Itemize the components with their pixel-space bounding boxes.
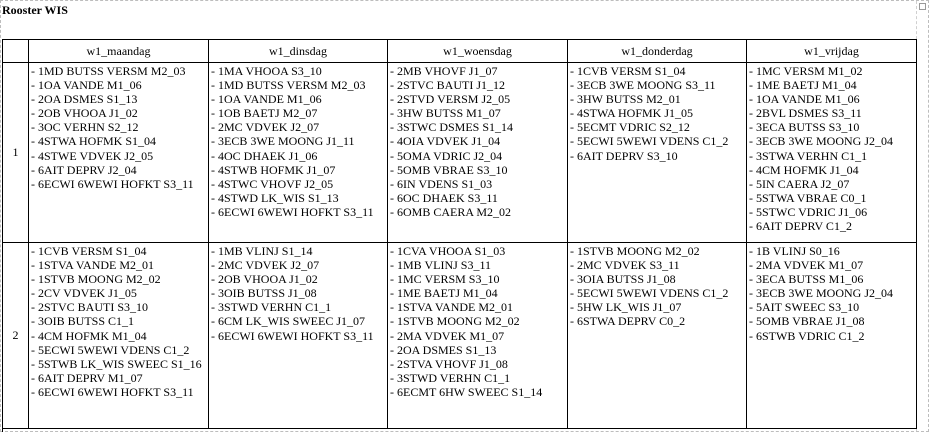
schedule-entry: - 5ECWI 5WEWI VDENS C1_2 <box>570 286 729 301</box>
table-row <box>3 243 917 429</box>
schedule-entry: - 3ECB 3WE MOONG J2_04 <box>749 134 893 149</box>
schedule-entry: - 1STVA VANDE M2_01 <box>390 300 514 315</box>
schedule-entry: - 2OB VHOOA J1_02 <box>211 272 318 287</box>
schedule-entry: - 1MD BUTSS VERSM M2_03 <box>211 78 366 93</box>
schedule-entry: - 2MC VDVEK J2_07 <box>211 258 320 273</box>
schedule-entry: - 1CVB VERSM S1_04 <box>570 64 686 78</box>
schedule-entry: - 3HW BUTSS M1_07 <box>390 106 501 121</box>
schedule-entry: - 2MC VDVEK J2_07 <box>211 120 320 135</box>
schedule-entry: - 2STVC BAUTI S3_10 <box>31 300 149 315</box>
row-label: 2 <box>3 243 29 429</box>
schedule-entry: - 1STVB MOONG M2_02 <box>390 314 520 329</box>
schedule-entry: - 6STWA DEPRV C0_2 <box>570 314 686 329</box>
row-label: 1 <box>3 63 29 243</box>
schedule-entry: - 4STWA HOFMK J1_05 <box>570 106 694 121</box>
schedule-entry: - 2STVC BAUTI J1_12 <box>390 78 506 93</box>
schedule-entry: - 2MB VHOVF J1_07 <box>390 64 498 78</box>
schedule-entry: - 3ECA BUTSS M1_06 <box>749 272 864 287</box>
schedule-entry: - 1OA VANDE M1_06 <box>31 78 142 93</box>
timetable <box>2 39 917 429</box>
header-day: w1_woensdag <box>388 40 568 63</box>
schedule-cell <box>747 243 917 429</box>
schedule-entry: - 1MA VHOOA S3_10 <box>211 64 322 78</box>
schedule-entry: - 2STVD VERSM J2_05 <box>390 92 511 107</box>
schedule-entry: - 1CVB VERSM S1_04 <box>31 244 147 258</box>
schedule-cell <box>388 243 568 429</box>
schedule-entry: - 3OIB BUTSS C1_1 <box>31 314 135 329</box>
schedule-entry: - 2MA VDVEK M1_07 <box>749 258 864 273</box>
header-day: w1_donderdag <box>568 40 747 63</box>
vertical-scrollbar[interactable] <box>916 1 929 431</box>
schedule-entry: - 1ME BAETJ M1_04 <box>749 78 857 93</box>
schedule-cell <box>209 243 388 429</box>
schedule-entry: - 6AIT DEPRV J2_04 <box>31 162 137 177</box>
schedule-entry: - 5IN CAERA J2_07 <box>749 176 850 191</box>
schedule-entry: - 1MB VLINJ S1_14 <box>211 244 313 258</box>
schedule-entry: - 1MB VLINJ S3_11 <box>390 258 492 273</box>
schedule-entry: - 3HW BUTSS M2_01 <box>570 92 681 107</box>
schedule-entry: - 1STVB MOONG M2_02 <box>570 244 700 258</box>
schedule-entry: - 1OA VANDE M1_06 <box>211 92 322 107</box>
schedule-cell <box>568 63 747 243</box>
schedule-entry: - 4STWA HOFMK S1_04 <box>31 134 157 149</box>
schedule-entry: - 3STWD VERHN C1_1 <box>211 300 332 315</box>
schedule-cell <box>568 243 747 429</box>
schedule-entry: - 1ME BAETJ M1_04 <box>390 286 498 301</box>
schedule-entry: - 3ECB 3WE MOONG J1_11 <box>211 134 355 149</box>
schedule-entry: - 6ECWI 6WEWI HOFKT S3_11 <box>211 204 374 219</box>
schedule-entry: - 3STWC DSMES S1_14 <box>390 120 514 135</box>
header-corner <box>3 40 29 63</box>
schedule-entry: - 6ECWI 6WEWI HOFKT S3_11 <box>31 384 194 399</box>
schedule-entry: - 3ECA BUTSS S3_10 <box>749 120 860 135</box>
scroll-corner-box <box>919 3 926 10</box>
schedule-entry: - 2MA VDVEK M1_07 <box>390 328 505 343</box>
schedule-entry: - 1STVA VANDE M2_01 <box>31 258 155 273</box>
schedule-entry: - 6STWB VDRIC C1_2 <box>749 328 865 343</box>
schedule-entry: - 2BVL DSMES S3_11 <box>749 106 862 121</box>
report-title: Rooster WIS <box>2 3 68 17</box>
schedule-cell <box>29 243 209 429</box>
schedule-entry: - 1STVB MOONG M2_02 <box>31 272 161 287</box>
schedule-entry: - 2OB VHOOA J1_02 <box>31 106 138 121</box>
header-day: w1_vrijdag <box>747 40 917 63</box>
schedule-entry: - 6AIT DEPRV M1_07 <box>31 370 143 385</box>
schedule-entry: - 5OMB VBRAE S3_10 <box>390 162 508 177</box>
schedule-cell <box>388 63 568 243</box>
schedule-entry: - 2MC VDVEK S3_11 <box>570 258 680 273</box>
schedule-entry: - 5STWB LK_WIS SWEEC S1_16 <box>31 356 202 371</box>
schedule-cell <box>209 63 388 243</box>
schedule-entry: - 5ECWI 5WEWI VDENS C1_2 <box>31 342 190 357</box>
schedule-entry: - 3OIA BUTSS J1_08 <box>570 272 676 287</box>
schedule-entry: - 4STWC VHOVF J2_05 <box>211 176 334 191</box>
schedule-entry: - 3OIB BUTSS J1_08 <box>211 286 317 301</box>
schedule-entry: - 4STWD LK_WIS S1_13 <box>211 190 339 205</box>
schedule-entry: - 1B VLINJ S0_16 <box>749 244 840 258</box>
header-day: w1_maandag <box>29 40 209 63</box>
schedule-entry: - 6AIT DEPRV S3_10 <box>570 148 678 163</box>
schedule-entry: - 4OIA VDVEK J1_04 <box>390 134 501 149</box>
schedule-entry: - 3STWD VERHN C1_1 <box>390 370 511 385</box>
schedule-entry: - 3ECB 3WE MOONG S3_11 <box>570 78 716 93</box>
schedule-entry: - 6IN VDENS S1_03 <box>390 176 493 191</box>
schedule-entry: - 1OA VANDE M1_06 <box>749 92 860 107</box>
schedule-entry: - 6ECWI 6WEWI HOFKT S3_11 <box>211 328 374 343</box>
schedule-entry: - 6OMB CAERA M2_02 <box>390 204 512 219</box>
header-row <box>3 40 917 63</box>
schedule-entry: - 4CM HOFMK M1_04 <box>31 328 147 343</box>
schedule-entry: - 2OA DSMES S1_13 <box>390 342 497 357</box>
header-day: w1_dinsdag <box>209 40 388 63</box>
schedule-entry: - 4STWE VDVEK J2_05 <box>31 148 154 163</box>
table-row <box>3 63 917 243</box>
schedule-entry: - 6AIT DEPRV C1_2 <box>749 219 852 234</box>
schedule-entry: - 4OC DHAEK J1_06 <box>211 148 318 163</box>
schedule-entry: - 5OMA VDRIC J2_04 <box>390 148 503 163</box>
schedule-entry: - 1MC VERSM M1_02 <box>749 64 863 78</box>
schedule-entry: - 3STWA VERHN C1_1 <box>749 148 868 163</box>
schedule-entry: - 4STWB HOFMK J1_07 <box>211 162 336 177</box>
schedule-entry: - 1MC VERSM S3_10 <box>390 272 500 287</box>
schedule-entry: - 6CM LK_WIS SWEEC J1_07 <box>211 314 365 329</box>
schedule-cell <box>29 63 209 243</box>
schedule-entry: - 5STWA VBRAE C0_1 <box>749 190 867 205</box>
schedule-entry: - 5AIT SWEEC S3_10 <box>749 300 860 315</box>
schedule-entry: - 2STVA VHOVF J1_08 <box>390 356 508 371</box>
schedule-entry: - 3ECB 3WE MOONG J2_04 <box>749 286 893 301</box>
schedule-entry: - 1OB BAETJ M2_07 <box>211 106 318 121</box>
schedule-entry: - 2CV VDVEK J1_05 <box>31 286 137 301</box>
schedule-entry: - 5ECMT VDRIC S2_12 <box>570 120 690 135</box>
schedule-entry: - 1MD BUTSS VERSM M2_03 <box>31 64 186 78</box>
schedule-entry: - 5ECWI 5WEWI VDENS C1_2 <box>570 134 729 149</box>
schedule-entry: - 4CM HOFMK J1_04 <box>749 162 859 177</box>
schedule-entry: - 5HW LK_WIS J1_07 <box>570 300 682 315</box>
schedule-entry: - 6ECWI 6WEWI HOFKT S3_11 <box>31 176 194 191</box>
schedule-entry: - 6OC DHAEK S3_11 <box>390 190 498 205</box>
schedule-entry: - 5STWC VDRIC J1_06 <box>749 204 868 219</box>
schedule-entry: - 5OMB VBRAE J1_08 <box>749 314 865 329</box>
schedule-entry: - 3OC VERHN S2_12 <box>31 120 139 135</box>
schedule-entry: - 2OA DSMES S1_13 <box>31 92 138 107</box>
schedule-cell <box>747 63 917 243</box>
schedule-entry: - 1CVA VHOOA S1_03 <box>390 244 506 258</box>
schedule-entry: - 6ECMT 6HW SWEEC S1_14 <box>390 384 543 399</box>
